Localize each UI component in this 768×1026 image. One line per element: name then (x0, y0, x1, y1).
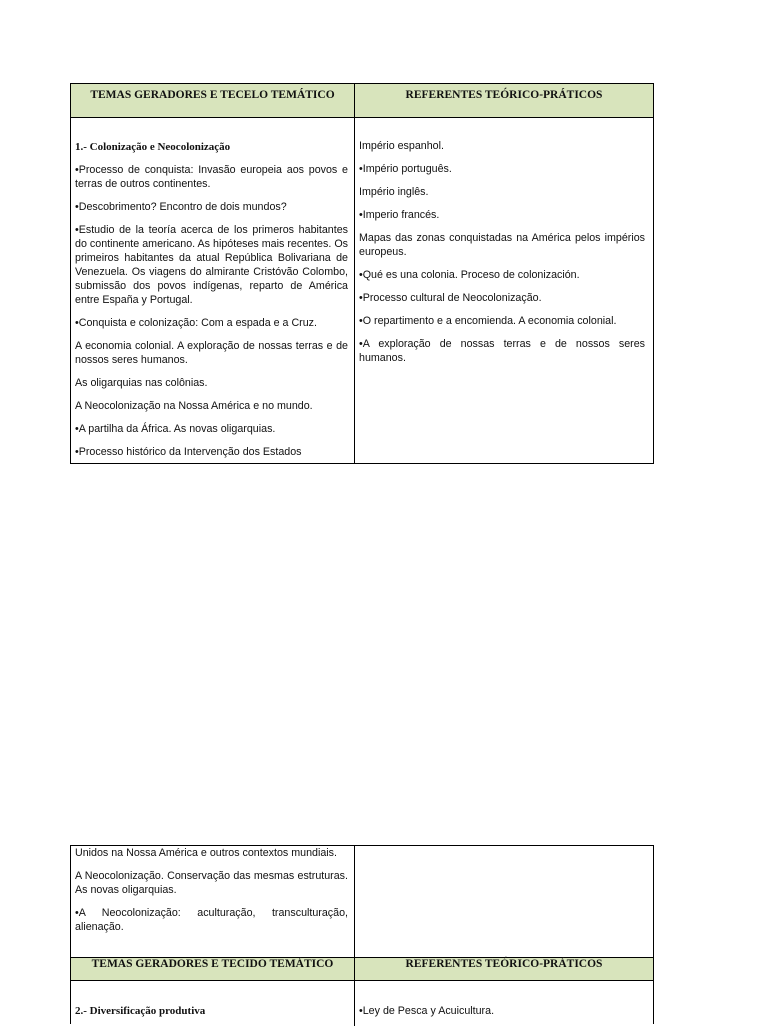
table-body (71, 118, 653, 464)
left-column-2 (71, 981, 355, 1026)
header-right: REFERENTES TEÓRICO-PRÁTICOS (405, 89, 603, 101)
left-column-continued (71, 846, 355, 957)
right-item: Império espanhol. (359, 140, 444, 152)
right-item: Império inglês. (359, 186, 429, 198)
header-left-2: TEMAS GERADORES E TECIDO TEMÁTICO (71, 958, 355, 980)
right-item: •Ley de Pesca y Acuicultura. (359, 1005, 495, 1017)
left-column (71, 118, 355, 464)
left-item: •Conquista e colonização: Com a espada e a Cruz. (75, 317, 317, 329)
table-header-2 (71, 958, 653, 981)
themes-table-1 (70, 83, 654, 464)
continued-body (71, 846, 653, 958)
left-item: Unidos na Nossa América e outros contextos mundiais. (75, 847, 337, 859)
themes-table-2 (70, 845, 654, 1024)
right-column-2 (355, 981, 653, 1026)
left-item: A Neocolonização na Nossa América e no mundo. (75, 400, 313, 412)
left-item: A Neocolonização. Conservação das mesmas estruturas. As novas oligarquias. (75, 870, 348, 896)
right-item: •O repartimento e a encomienda. A economia colonial. (359, 315, 617, 327)
right-item: •Império português. (359, 163, 452, 175)
right-item: •Imperio francés. (359, 209, 440, 221)
header-right-2: REFERENTES TEÓRICO-PRÁTICOS (405, 958, 603, 970)
section-title-2: 2.- Diversificação produtiva (75, 1005, 206, 1017)
left-item: •Descobrimento? Encontro de dois mundos? (75, 201, 287, 213)
right-item: •A exploração de nossas terras e de nossos seres humanos. (359, 338, 645, 364)
right-item: Mapas das zonas conquistadas na América pelos impérios europeus. (359, 232, 645, 258)
table-body-2 (71, 981, 653, 1026)
left-item: •A partilha da África. As novas oligarquias. (75, 423, 276, 435)
left-item: •Processo histórico da Intervenção dos Estados (75, 446, 302, 458)
left-item: As oligarquias nas colônias. (75, 377, 208, 389)
right-column-continued (355, 846, 653, 957)
section-title: 1.- Colonização e Neocolonização (75, 141, 231, 153)
table-header (71, 84, 653, 118)
right-column (355, 118, 653, 464)
right-item: •Qué es una colonia. Proceso de colonización. (359, 269, 580, 281)
left-item: A economia colonial. A exploração de nossas terras e de nossos seres humanos. (75, 340, 348, 366)
right-item: •Processo cultural de Neocolonização. (359, 292, 542, 304)
left-item: •Processo de conquista: Invasão europeia aos povos e terras de outros continentes. (75, 164, 348, 190)
left-item: •A Neocolonização: aculturação, transculturação, alienação. (75, 907, 348, 933)
left-item: •Estudio de la teoría acerca de los primeros habitantes do continente americano. As hipóteses mais recentes. Os primeiros habitantes da atual República Bolivariana de Venezuela. Os viagens do almirante Cristóvão Colombo, submissão dos povos indígenas, reparto de América entre España y Portugal. (75, 224, 348, 306)
header-left: TEMAS GERADORES E TECELO TEMÁTICO (71, 84, 355, 117)
